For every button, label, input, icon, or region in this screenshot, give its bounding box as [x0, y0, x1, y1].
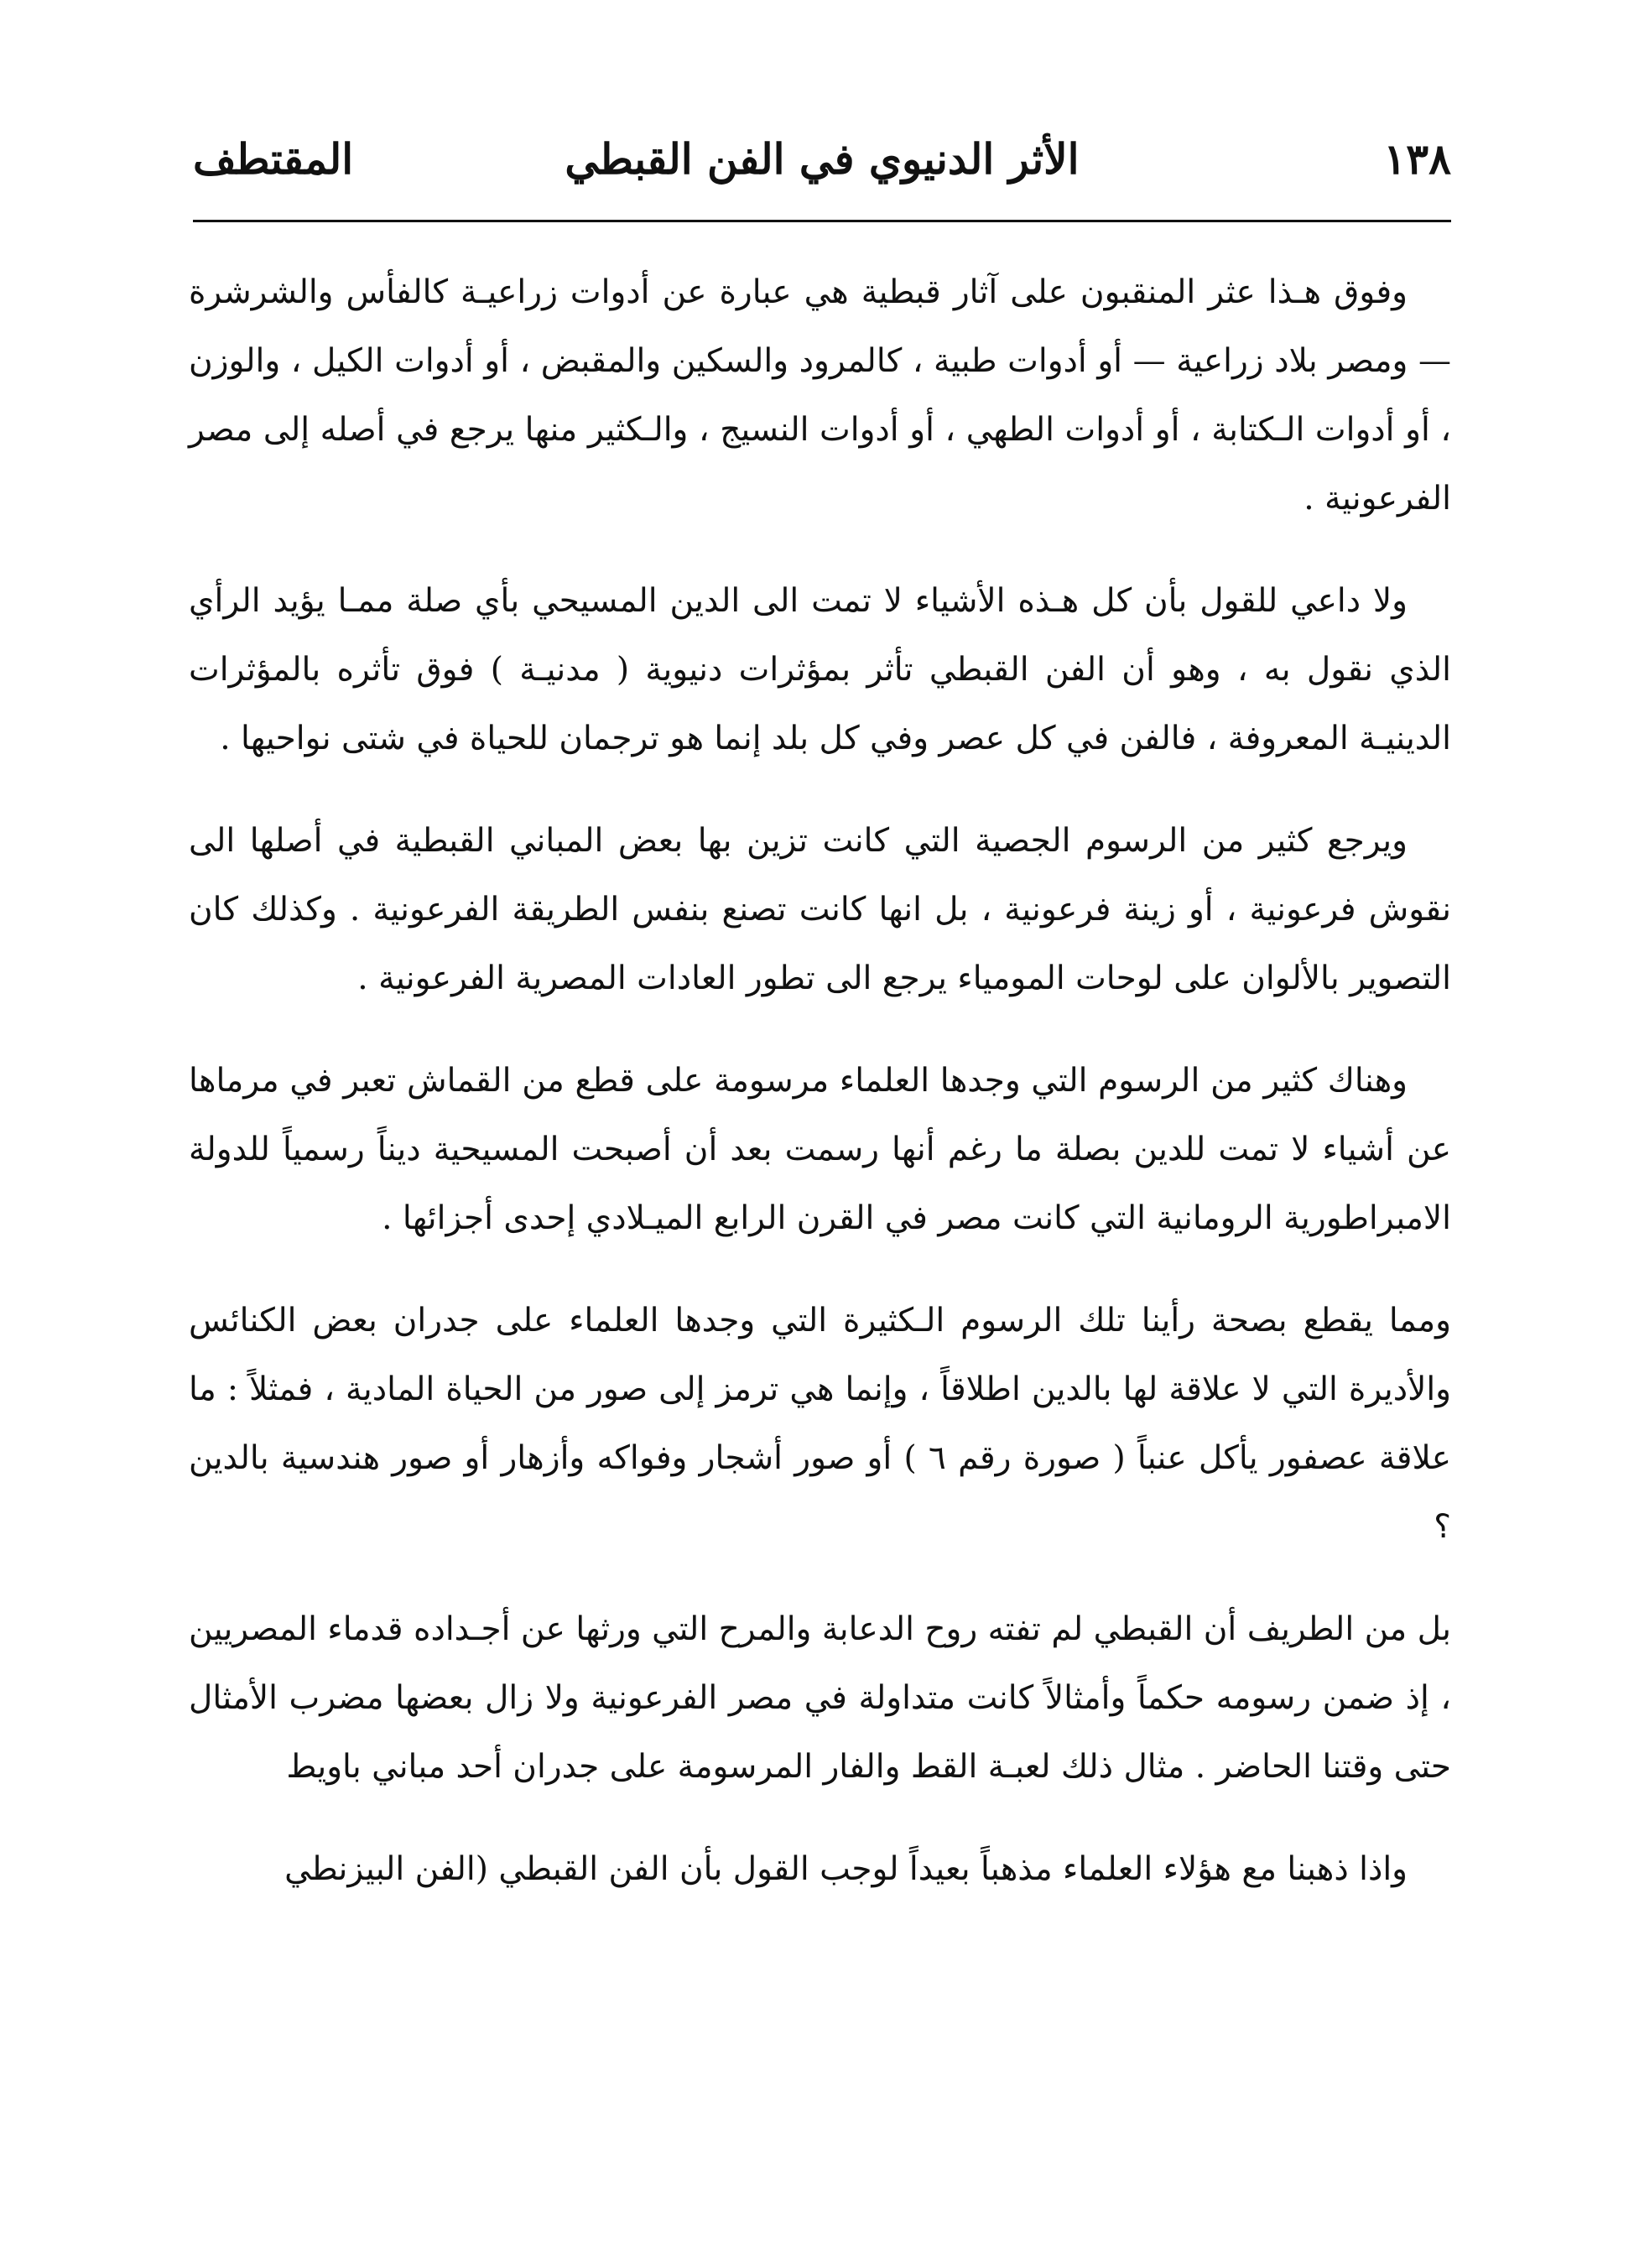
paragraph-tools: وفوق هـذا عثر المنقبون على آثار قبطية هي عبارة عن أدوات زراعيـة كالفأس والشرشرة — ومصر بلاد زراعية — أو أدوات طبية ، كالمرود والسكين والمقبض ، أو أدوات الكيل ، والوزن ، أو أدوات الـكتابة ، أو أدوات الطهي ، أو أدوات النسيج ، والـكثير منها يرجع في أصله إلى مصر الفرعونية . — [189, 273, 1451, 518]
running-title: الأثر الدنيوي في الفن القبطي — [565, 134, 1080, 184]
paragraph-secular-influence: ولا داعي للقول بأن كل هـذه الأشياء لا تمت الى الدين المسيحي بأي صلة ممـا يؤيد الرأي الذي نقول به ، وهو أن الفن القبطي تأثر بمؤثرات دنيوية ( مدنيـة ) فوق تأثره بالمؤثرات الدينيـة المعروفة ، فالفن في كل عصر وفي كل بلد إنما هو ترجمان للحياة في شتى نواحيها . — [189, 582, 1451, 757]
page-number: ١٣٨ — [1383, 134, 1451, 184]
paragraph-plaster-drawings: ويرجع كثير من الرسوم الجصية التي كانت تزين بها بعض المباني القبطية في أصلها الى نقوش فرعونية ، أو زينة فرعونية ، بل انها كانت تصنع بنفس الطريقة الفرعونية . وكذلك كان التصوير بالألوان على لوحات المومياء يرجع الى تطور العادات المصرية الفرعونية . — [189, 822, 1451, 997]
paragraph-humor: بل من الطريف أن القبطي لم تفته روح الدعابة والمرح التي ورثها عن أجـداده قدماء المصريين ، إذ ضمن رسومه حكماً وأمثالاً كانت متداولة في مصر الفرعونية ولا زال بعضها مضرب الأمثال حتى وقتنا الحاضر . مثال ذلك لعبـة القط والفار المرسومة على جدران أحد مباني باويط — [189, 1610, 1451, 1786]
header-rule — [193, 220, 1451, 222]
paragraph-fabric-drawings: وهناك كثير من الرسوم التي وجدها العلماء مرسومة على قطع من القماش تعبر في مرماها عن أشياء لا تمت للدين بصلة ما رغم أنها رسمت بعد أن أصبحت المسيحية ديناً رسمياً للدولة الامبراطورية الرومانية التي كانت مصر في القرن الرابع الميـلادي إحدى أجزائها . — [189, 1062, 1451, 1237]
article-body — [189, 258, 1451, 1904]
page-header — [193, 126, 1451, 193]
paragraph-byzantine: واذا ذهبنا مع هؤلاء العلماء مذهباً بعيداً لوجب القول بأن الفن القبطي (الفن البيزنطي — [284, 1850, 1408, 1888]
journal-name: المقتطف — [193, 134, 354, 184]
paragraph-church-walls: ومما يقطع بصحة رأينا تلك الرسوم الـكثيرة التي وجدها العلماء على جدران بعض الكنائس والأديرة التي لا علاقة لها بالدين اطلاقاً ، وإنما هي ترمز إلى صور من الحياة المادية ، فمثلاً : ما علاقة عصفور يأكل عنباً ( صورة رقم ٦ ) أو صور أشجار وفواكه وأزهار أو صور هندسية بالدين ؟ — [189, 1302, 1451, 1546]
